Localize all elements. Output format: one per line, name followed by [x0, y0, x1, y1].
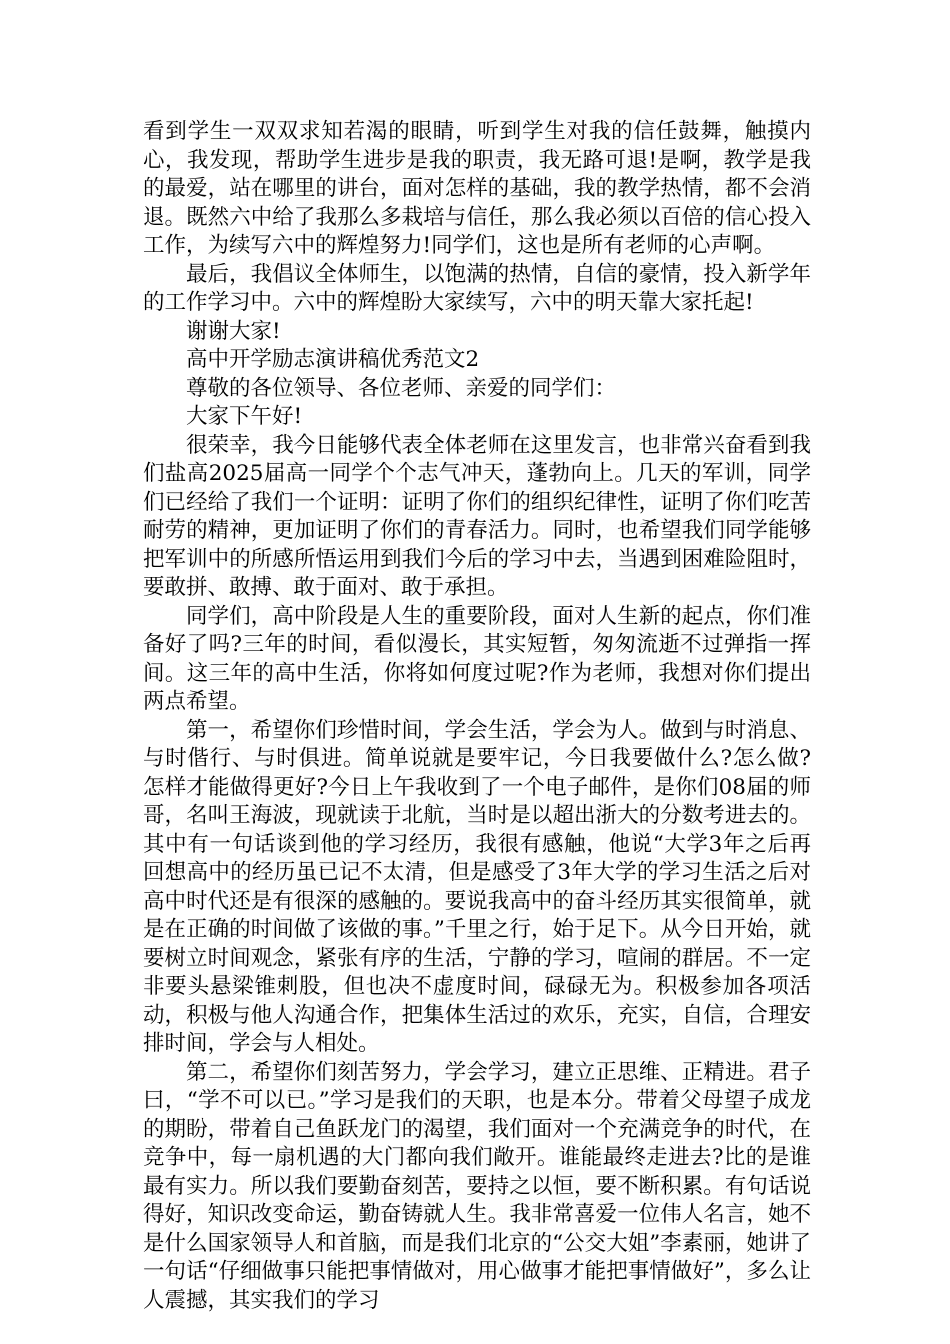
paragraph-2: 最后，我倡议全体师生，以饱满的热情，自信的豪情，投入新学年的工作学习中。六中的辉煌盼大家续写，六中的明天靠大家托起! — [143, 261, 811, 315]
paragraph-9: 第一，希望你们珍惜时间，学会生活，学会为人。做到与时消息、与时偕行、与时俱进。简单说就是要牢记，今日我要做什么?怎么做?怎样才能做得更好?今日上午我收到了一个电子邮件，是你们08届的师哥，名叫王海波，现就读于北航，当时是以超出浙大的分数考进去的。其中有一句话谈到他的学习经历，我很有感触，他说“大学3年之后再回想高中的经历虽已记不太清，但是感受了3年大学的学习生活之后对高中时代还是有很深的感触的。要说我高中的奋斗经历其实很简单，就是在正确的时间做了该做的事。”千里之行，始于足下。从今日开始，就要树立时间观念，紧张有序的生活，宁静的学习，喧闹的群居。不一定非要头悬梁锥刺股，但也决不虚度时间，碌碌无为。积极参加各项活动，积极与他人沟通合作，把集体生活过的欢乐，充实，自信，合理安排时间，学会与人相处。 — [143, 717, 811, 1056]
paragraph-7: 很荣幸，我今日能够代表全体老师在这里发言，也非常兴奋看到我们盐高2025届高一同学个个志气冲天，蓬勃向上。几天的军训，同学们已经给了我们一个证明：证明了你们的组织纪律性，证明了你们吃苦耐劳的精神，更加证明了你们的青春活力。同时，也希望我们同学能够把军训中的所感所悟运用到我们今后的学习中去，当遇到困难险阻时，要敢拼、敢搏、敢于面对、敢于承担。 — [143, 432, 811, 600]
paragraph-10: 第二，希望你们刻苦努力，学会学习，建立正思维、正精进。君子曰，“学不可以已。”学习是我们的天职，也是本分。带着父母望子成龙的期盼，带着自己鱼跃龙门的渴望，我们面对一个充满竞争的时代，在竞争中，每一扇机遇的大门都向我们敞开。谁能最终走进去?比的是谁最有实力。所以我们要勤奋刻苦，要持之以恒，要不断积累。有句话说得好，知识改变命运，勤奋铸就人生。我非常喜爱一位伟人名言，她不是什么国家领导人和首脑，而是我们北京的“公交大姐”李素丽，她讲了一句话“仔细做事只能把事情做对，用心做事才能把事情做好”，多么让人震撼，其实我们的学习 — [143, 1059, 811, 1313]
document-body — [143, 118, 811, 1315]
paragraph-1: 看到学生一双双求知若渴的眼睛，听到学生对我的信任鼓舞，触摸内心，我发现，帮助学生进步是我的职责，我无路可退!是啊，教学是我的最爱，站在哪里的讲台，面对怎样的基础，我的教学热情，都不会消退。既然六中给了我那么多栽培与信任，那么我必须以百倍的信心投入工作，为续写六中的辉煌努力!同学们，这也是所有老师的心声啊。 — [143, 119, 811, 258]
greeting: 大家下午好! — [186, 404, 303, 429]
section-title: 高中开学励志演讲稿优秀范文2 — [186, 347, 480, 372]
paragraph-8: 同学们，高中阶段是人生的重要阶段，面对人生新的起点，你们准备好了吗?三年的时间，看似漫长，其实短暂，匆匆流逝不过弹指一挥间。这三年的高中生活，你将如何度过呢?作为老师，我想对你们提出两点希望。 — [143, 603, 811, 714]
salutation: 尊敬的各位领导、各位老师、亲爱的同学们： — [186, 375, 617, 401]
paragraph-3: 谢谢大家! — [186, 318, 281, 344]
